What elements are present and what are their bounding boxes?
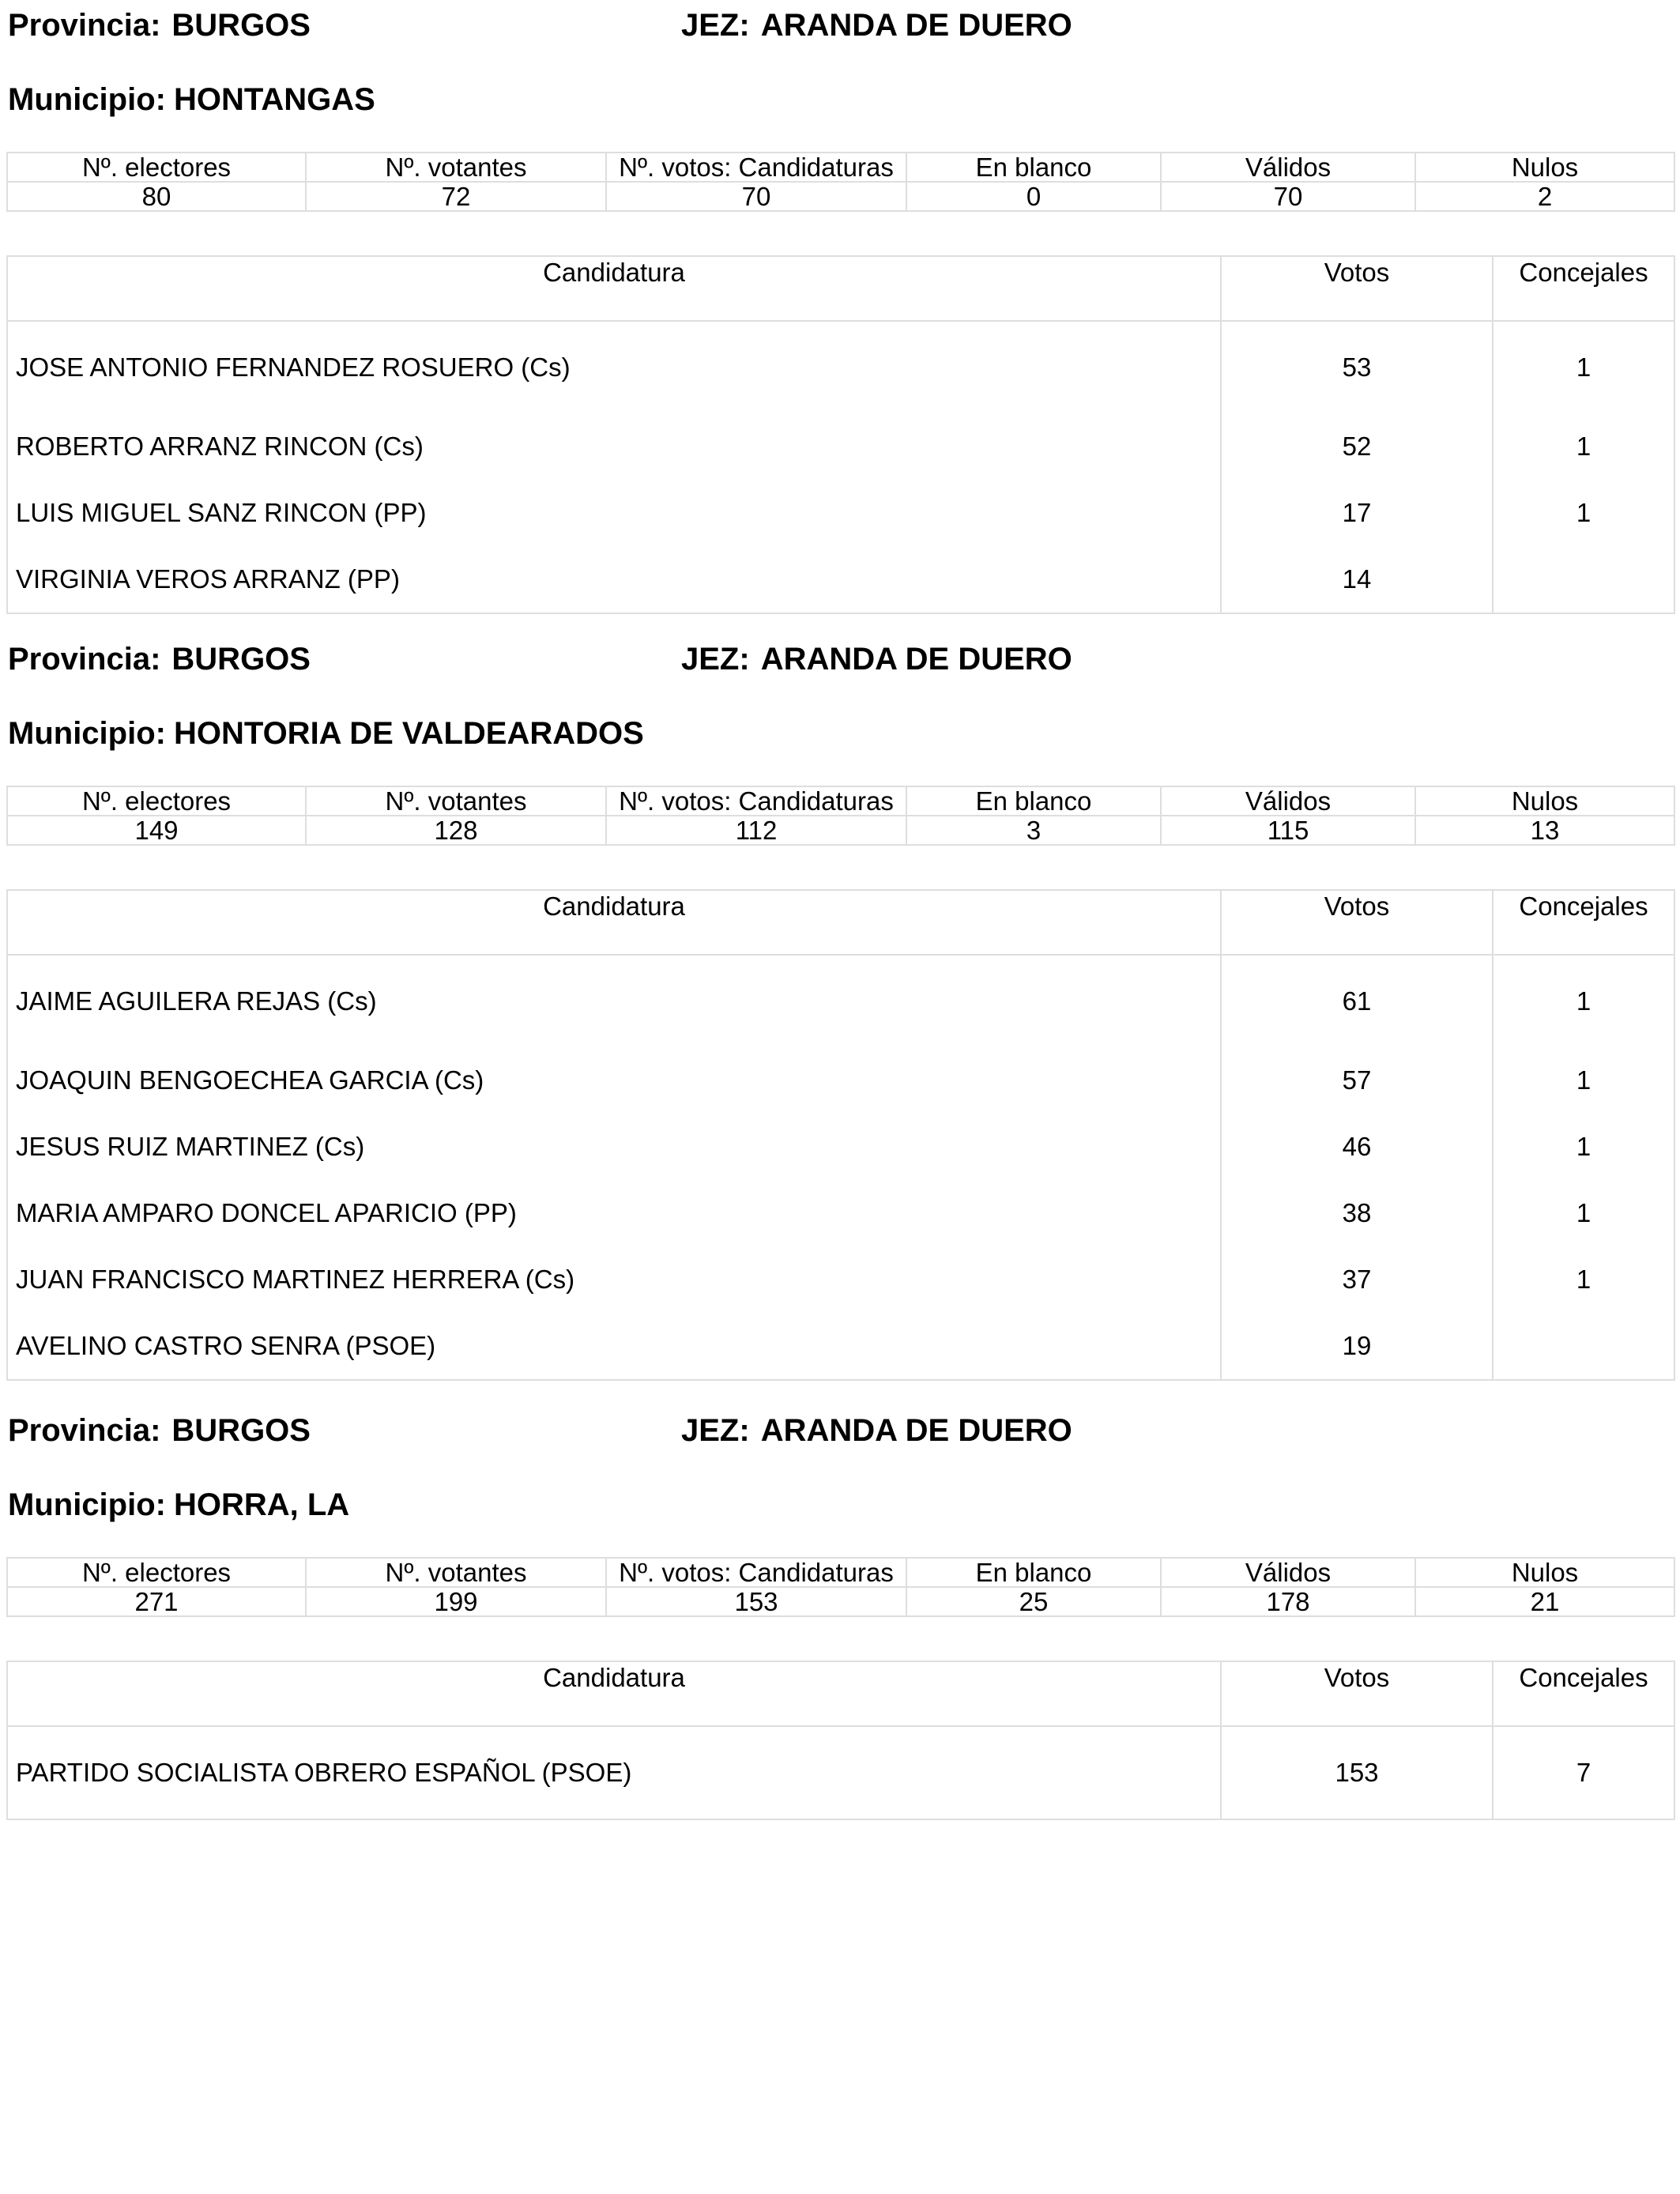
candidate-concejales: 1 (1493, 1180, 1674, 1246)
candidate-concejales: 1 (1493, 1114, 1674, 1180)
jez-value: ARANDA DE DUERO (760, 1413, 1072, 1448)
jez-label: JEZ: (681, 1413, 750, 1448)
candidate-name: LUIS MIGUEL SANZ RINCON (PP) (7, 480, 1221, 546)
candidate-votes: 61 (1221, 955, 1493, 1047)
candidates-header-cell: Votos (1221, 256, 1493, 321)
summary-header-cell: Nº. votos: Candidaturas (606, 786, 906, 816)
candidates-header-row (7, 256, 1674, 321)
candidate-row (7, 480, 1674, 546)
candidate-votes: 38 (1221, 1180, 1493, 1246)
summary-value-cell: 13 (1415, 816, 1674, 845)
candidate-row (7, 1246, 1674, 1313)
summary-header-cell: Nº. votos: Candidaturas (606, 1558, 906, 1587)
candidate-concejales: 7 (1493, 1726, 1674, 1819)
summary-value-cell: 153 (606, 1587, 906, 1616)
candidate-votes: 57 (1221, 1047, 1493, 1114)
summary-value-cell: 0 (906, 182, 1161, 211)
summary-value-cell: 149 (7, 816, 306, 845)
summary-value-cell: 271 (7, 1587, 306, 1616)
summary-header-cell: Válidos (1161, 786, 1415, 816)
summary-header-cell: Nº. votantes (306, 1558, 606, 1587)
summary-value-cell: 128 (306, 816, 606, 845)
candidate-name: JOAQUIN BENGOECHEA GARCIA (Cs) (7, 1047, 1221, 1114)
candidate-name: VIRGINIA VEROS ARRANZ (PP) (7, 546, 1221, 613)
candidate-votes: 19 (1221, 1313, 1493, 1380)
candidate-name: MARIA AMPARO DONCEL APARICIO (PP) (7, 1180, 1221, 1246)
summary-value-cell: 115 (1161, 816, 1415, 845)
summary-value-row (7, 1587, 1674, 1616)
candidate-row (7, 1114, 1674, 1180)
candidates-table (6, 1661, 1675, 1820)
candidate-votes: 46 (1221, 1114, 1493, 1180)
candidate-concejales (1493, 1313, 1674, 1380)
candidates-header-cell: Candidatura (7, 256, 1221, 321)
candidate-name: JAIME AGUILERA REJAS (Cs) (7, 955, 1221, 1047)
summary-header-cell: Nulos (1415, 786, 1674, 816)
provincia-label: Provincia: (8, 1413, 161, 1448)
candidate-concejales: 1 (1493, 955, 1674, 1047)
summary-table (6, 786, 1675, 846)
candidate-votes: 14 (1221, 546, 1493, 613)
candidate-name: JUAN FRANCISCO MARTINEZ HERRERA (Cs) (7, 1246, 1221, 1313)
municipio-value: HONTANGAS (173, 82, 375, 117)
candidate-concejales: 1 (1493, 480, 1674, 546)
summary-header-cell: Válidos (1161, 1558, 1415, 1587)
candidate-row (7, 1726, 1674, 1819)
jez-heading (681, 640, 1072, 678)
candidate-row (7, 1313, 1674, 1380)
municipio-label: Municipio: (8, 82, 166, 117)
candidate-row (7, 1180, 1674, 1246)
candidates-header-cell: Candidatura (7, 1661, 1221, 1726)
summary-value-cell: 70 (606, 182, 906, 211)
summary-header-cell: Nº. votantes (306, 153, 606, 182)
provincia-value: BURGOS (171, 8, 311, 43)
candidates-header-row (7, 1661, 1674, 1726)
provincia-heading (8, 1412, 311, 1449)
candidate-votes: 17 (1221, 480, 1493, 546)
summary-table (6, 1557, 1675, 1617)
summary-value-cell: 72 (306, 182, 606, 211)
candidates-header-cell: Candidatura (7, 890, 1221, 955)
municipio-heading (8, 714, 644, 752)
candidate-votes: 53 (1221, 321, 1493, 413)
candidate-concejales: 1 (1493, 1246, 1674, 1313)
candidates-header-cell: Concejales (1493, 1661, 1674, 1726)
candidate-votes: 153 (1221, 1726, 1493, 1819)
jez-label: JEZ: (681, 642, 750, 677)
summary-value-cell: 70 (1161, 182, 1415, 211)
jez-heading (681, 1412, 1072, 1449)
candidates-table (6, 889, 1675, 1381)
summary-header-row (7, 153, 1674, 182)
provincia-value: BURGOS (171, 1413, 311, 1448)
candidates-header-row (7, 890, 1674, 955)
summary-header-cell: Nº. votos: Candidaturas (606, 153, 906, 182)
jez-value: ARANDA DE DUERO (760, 8, 1072, 43)
municipio-heading (8, 1486, 349, 1524)
summary-table (6, 152, 1675, 212)
summary-value-cell: 178 (1161, 1587, 1415, 1616)
candidate-row (7, 546, 1674, 613)
candidate-concejales (1493, 546, 1674, 613)
summary-header-cell: Válidos (1161, 153, 1415, 182)
summary-value-row (7, 816, 1674, 845)
summary-header-cell: Nº. electores (7, 786, 306, 816)
candidate-name: PARTIDO SOCIALISTA OBRERO ESPAÑOL (PSOE) (7, 1726, 1221, 1819)
provincia-heading (8, 640, 311, 678)
summary-value-cell: 112 (606, 816, 906, 845)
summary-header-cell: En blanco (906, 153, 1161, 182)
summary-header-row (7, 786, 1674, 816)
summary-value-cell: 2 (1415, 182, 1674, 211)
jez-label: JEZ: (681, 8, 750, 43)
summary-header-row (7, 1558, 1674, 1587)
provincia-heading (8, 6, 311, 44)
candidate-row (7, 413, 1674, 480)
candidate-name: JOSE ANTONIO FERNANDEZ ROSUERO (Cs) (7, 321, 1221, 413)
candidate-name: JESUS RUIZ MARTINEZ (Cs) (7, 1114, 1221, 1180)
summary-header-cell: En blanco (906, 1558, 1161, 1587)
summary-value-cell: 3 (906, 816, 1161, 845)
summary-value-cell: 80 (7, 182, 306, 211)
summary-header-cell: Nulos (1415, 1558, 1674, 1587)
candidate-votes: 52 (1221, 413, 1493, 480)
candidate-name: AVELINO CASTRO SENRA (PSOE) (7, 1313, 1221, 1380)
summary-value-cell: 199 (306, 1587, 606, 1616)
candidate-name: ROBERTO ARRANZ RINCON (Cs) (7, 413, 1221, 480)
jez-value: ARANDA DE DUERO (760, 642, 1072, 677)
provincia-label: Provincia: (8, 642, 161, 677)
summary-header-cell: Nº. electores (7, 153, 306, 182)
summary-header-cell: Nº. votantes (306, 786, 606, 816)
municipio-value: HONTORIA DE VALDEARADOS (173, 716, 644, 751)
summary-header-cell: Nº. electores (7, 1558, 306, 1587)
summary-header-cell: Nulos (1415, 153, 1674, 182)
municipio-label: Municipio: (8, 1487, 166, 1522)
summary-value-cell: 25 (906, 1587, 1161, 1616)
provincia-value: BURGOS (171, 642, 311, 677)
candidate-row (7, 321, 1674, 413)
summary-value-cell: 21 (1415, 1587, 1674, 1616)
jez-heading (681, 6, 1072, 44)
candidates-table (6, 255, 1675, 614)
provincia-label: Provincia: (8, 8, 161, 43)
candidate-concejales: 1 (1493, 1047, 1674, 1114)
municipio-label: Municipio: (8, 716, 166, 751)
summary-header-cell: En blanco (906, 786, 1161, 816)
candidate-row (7, 1047, 1674, 1114)
summary-value-row (7, 182, 1674, 211)
candidates-header-cell: Votos (1221, 890, 1493, 955)
municipio-value: HORRA, LA (173, 1487, 350, 1522)
candidate-votes: 37 (1221, 1246, 1493, 1313)
candidates-header-cell: Concejales (1493, 256, 1674, 321)
candidate-concejales: 1 (1493, 413, 1674, 480)
candidate-concejales: 1 (1493, 321, 1674, 413)
candidates-header-cell: Concejales (1493, 890, 1674, 955)
candidate-row (7, 955, 1674, 1047)
candidates-header-cell: Votos (1221, 1661, 1493, 1726)
municipio-heading (8, 81, 375, 119)
